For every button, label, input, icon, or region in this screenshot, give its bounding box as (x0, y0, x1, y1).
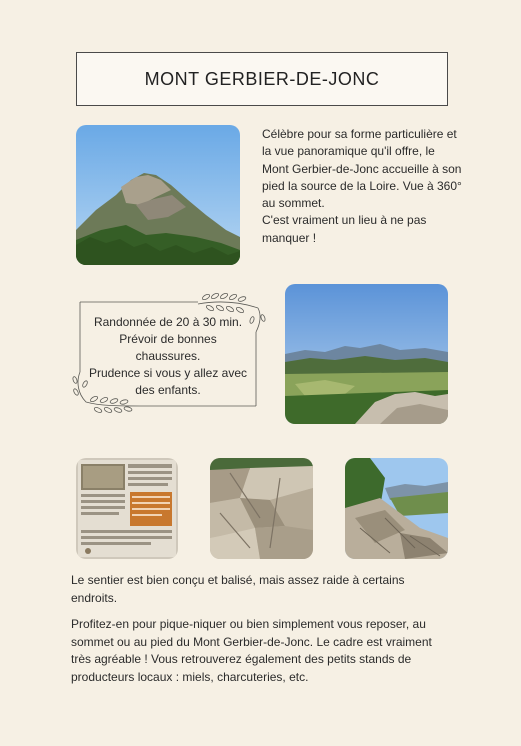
mountain-peak-photo (76, 125, 240, 265)
trail-description: Le sentier est bien conçu et balisé, mais assez raide à certains endroits. (71, 573, 405, 605)
picnic-description: Profitez-en pour pique-niquer ou bien simplement vous reposer, au sommet ou au pied du Mont Gerbier-de-Jonc. Le cadre est vraiment très agréable ! Vous retrouverez également des petits stands de producteurs locaux : miels, charcuteries, etc. (71, 617, 432, 684)
intro-paragraph-2: C'est vraiment un lieu à ne pas manquer ! (262, 213, 427, 245)
hike-info-box (80, 302, 256, 406)
page-title-text: MONT GERBIER-DE-JONC (144, 68, 380, 89)
hike-caution: Prudence si vous y allez avec des enfants. (88, 366, 248, 397)
page-title (76, 52, 448, 106)
info-panel-photo (76, 458, 178, 559)
hike-info-text (86, 314, 250, 399)
rocky-path-photo (210, 458, 313, 559)
panorama-photo (285, 284, 448, 424)
intro-text (262, 126, 462, 247)
rocky-ridge-photo (345, 458, 448, 559)
intro-paragraph-1: Célèbre pour sa forme particulière et la vue panoramique qu'il offre, le Mont Gerbier-de-Jonc accueille à son pied la source de la Loire. Vue à 360° au sommet. (262, 127, 462, 211)
hike-shoes: Prévoir de bonnes chaussures. (119, 332, 217, 363)
hike-duration: Randonnée de 20 à 30 min. (93, 315, 243, 329)
